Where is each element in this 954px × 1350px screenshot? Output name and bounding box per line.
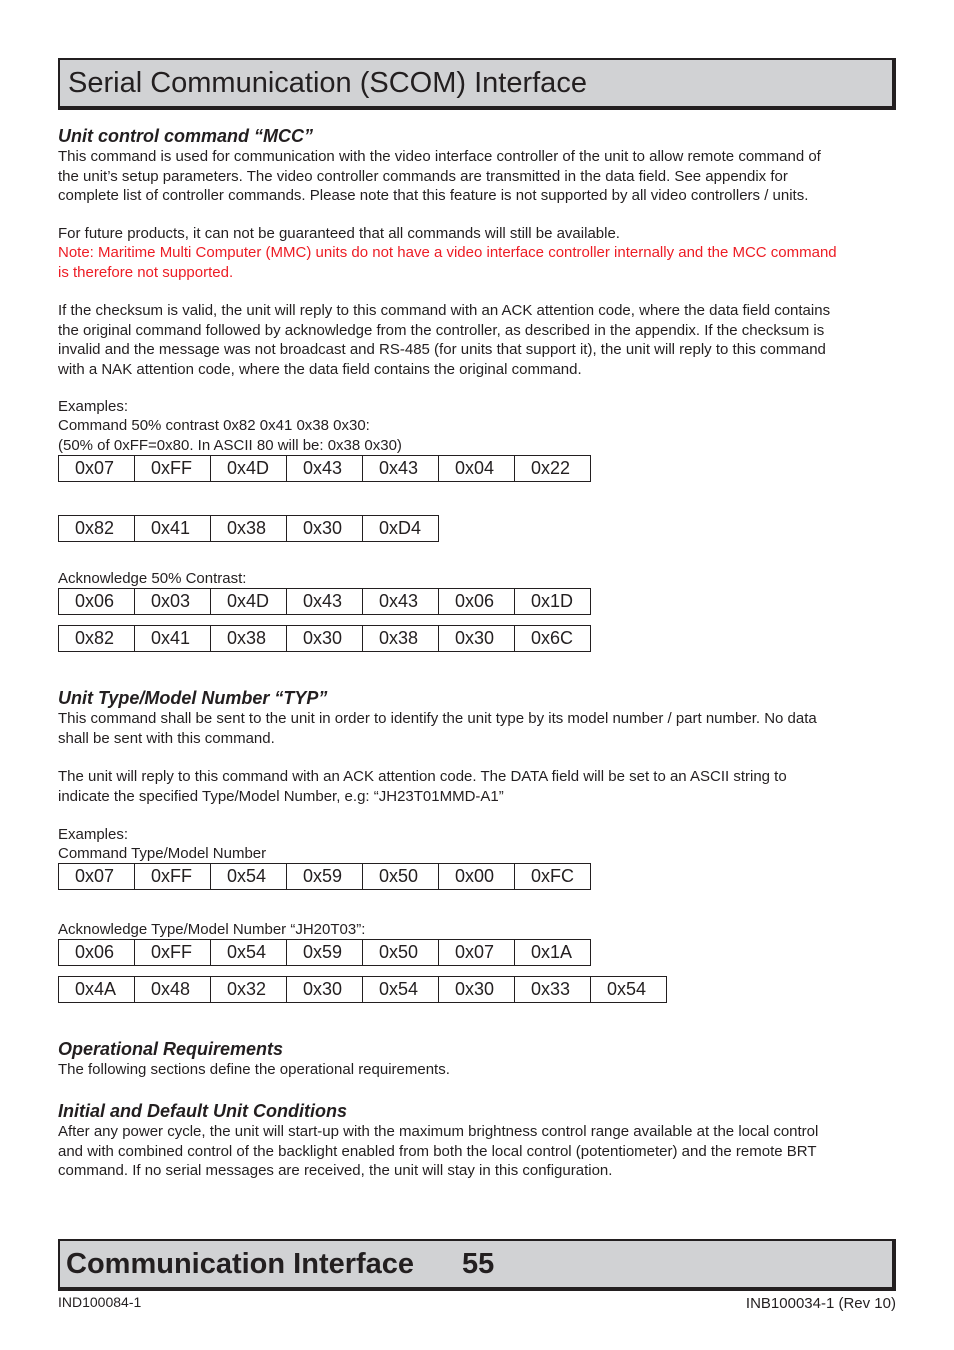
text-line: the unit’s setup parameters. The video controller commands are transmitted in the data field. See appendix for bbox=[58, 167, 788, 185]
hex-cell: 0x04 bbox=[438, 455, 515, 482]
text-line: complete list of controller commands. Please note that this feature is not supported by all video controllers / units. bbox=[58, 187, 809, 205]
mcc-ack-row-1 bbox=[58, 588, 591, 615]
hex-cell: 0x54 bbox=[590, 976, 667, 1003]
page-footer-bar bbox=[58, 1239, 896, 1291]
hex-cell: 0x6C bbox=[514, 625, 591, 652]
hex-cell: 0x30 bbox=[286, 515, 363, 542]
initial-heading: Initial and Default Unit Conditions bbox=[58, 1101, 347, 1121]
hex-cell: 0x41 bbox=[134, 625, 211, 652]
text-line: The unit will reply to this command with an ACK attention code. The DATA field will be set to an ASCII string to bbox=[58, 768, 787, 785]
footer-doc-code-left: IND100084-1 bbox=[58, 1294, 142, 1310]
hex-cell: 0x07 bbox=[58, 863, 135, 890]
hex-cell: 0x38 bbox=[210, 625, 287, 652]
hex-cell: 0xFC bbox=[514, 863, 591, 890]
mcc-command-row-2 bbox=[58, 515, 439, 542]
hex-cell: 0x33 bbox=[514, 976, 591, 1003]
footer-section-title: Communication Interface bbox=[66, 1248, 415, 1280]
mcc-command-note: (50% of 0xFF=0x80. In ASCII 80 will be: 0x38 0x30) bbox=[58, 437, 402, 454]
mcc-examples-label: Examples: bbox=[58, 398, 129, 415]
typ-paragraph-1 bbox=[58, 709, 894, 748]
opreq-paragraph: The following sections define the operational requirements. bbox=[58, 1061, 450, 1078]
typ-examples-label: Examples: bbox=[58, 826, 129, 843]
page-header-bar bbox=[58, 58, 896, 110]
hex-cell: 0x30 bbox=[286, 625, 363, 652]
hex-cell: 0x50 bbox=[362, 863, 439, 890]
typ-command-label: Command Type/Model Number bbox=[58, 845, 267, 862]
hex-cell: 0x48 bbox=[134, 976, 211, 1003]
page-number: 55 bbox=[462, 1248, 495, 1280]
typ-ack-label: Acknowledge Type/Model Number “JH20T03”: bbox=[58, 921, 366, 938]
opreq-heading: Operational Requirements bbox=[58, 1039, 284, 1059]
typ-ack-row-2 bbox=[58, 976, 667, 1003]
hex-cell: 0x30 bbox=[286, 976, 363, 1003]
hex-cell: 0x38 bbox=[210, 515, 287, 542]
text-line: and with combined control of the backlight enabled from both the local control (potentiometer) and the remote BRT bbox=[58, 1142, 817, 1160]
hex-cell: 0x59 bbox=[286, 863, 363, 890]
hex-cell: 0x4A bbox=[58, 976, 135, 1003]
text-line: indicate the specified Type/Model Number, e.g: “JH23T01MMD-A1” bbox=[58, 787, 504, 805]
hex-cell: 0x82 bbox=[58, 515, 135, 542]
hex-cell: 0x41 bbox=[134, 515, 211, 542]
mcc-command-row-1 bbox=[58, 455, 591, 482]
text-line: the original command followed by acknowledge from the controller, as described in the appendix. If the checksum is bbox=[58, 321, 825, 339]
text-line: If the checksum is valid, the unit will reply to this command with an ACK attention code, where the data field contains bbox=[58, 302, 831, 319]
hex-cell: 0xFF bbox=[134, 863, 211, 890]
hex-cell: 0x50 bbox=[362, 939, 439, 966]
hex-cell: 0x38 bbox=[362, 625, 439, 652]
mcc-paragraph-1 bbox=[58, 147, 894, 206]
hex-cell: 0x43 bbox=[286, 455, 363, 482]
hex-cell: 0x54 bbox=[210, 863, 287, 890]
hex-cell: 0x22 bbox=[514, 455, 591, 482]
hex-cell: 0xD4 bbox=[362, 515, 439, 542]
typ-command-row bbox=[58, 863, 591, 890]
hex-cell: 0x06 bbox=[438, 588, 515, 615]
hex-cell: 0x03 bbox=[134, 588, 211, 615]
mcc-ack-row-2 bbox=[58, 625, 591, 652]
hex-cell: 0x06 bbox=[58, 588, 135, 615]
hex-cell: 0x4D bbox=[210, 588, 287, 615]
mcc-ack-label: Acknowledge 50% Contrast: bbox=[58, 570, 247, 587]
mcc-paragraph-2: For future products, it can not be guaranteed that all commands will still be available. bbox=[58, 225, 620, 242]
hex-cell: 0x1D bbox=[514, 588, 591, 615]
hex-cell: 0x06 bbox=[58, 939, 135, 966]
hex-cell: 0x00 bbox=[438, 863, 515, 890]
hex-cell: 0xFF bbox=[134, 455, 211, 482]
hex-cell: 0x43 bbox=[286, 588, 363, 615]
hex-cell: 0x82 bbox=[58, 625, 135, 652]
text-line: command. If no serial messages are received, the unit will stay in this configuration. bbox=[58, 1162, 613, 1180]
hex-cell: 0x54 bbox=[210, 939, 287, 966]
mcc-note bbox=[58, 243, 894, 282]
mcc-paragraph-3 bbox=[58, 301, 894, 379]
hex-cell: 0x43 bbox=[362, 455, 439, 482]
hex-cell: 0x30 bbox=[438, 625, 515, 652]
hex-cell: 0x07 bbox=[58, 455, 135, 482]
text-line: is therefore not supported. bbox=[58, 263, 234, 281]
footer-doc-code-right: INB100034-1 (Rev 10) bbox=[745, 1295, 896, 1312]
hex-cell: 0x43 bbox=[362, 588, 439, 615]
hex-cell: 0x4D bbox=[210, 455, 287, 482]
typ-paragraph-2 bbox=[58, 767, 894, 806]
text-line: This command shall be sent to the unit in order to identify the unit type by its model number / part number. No data bbox=[58, 710, 817, 727]
typ-heading: Unit Type/Model Number “TYP” bbox=[58, 688, 328, 708]
mcc-heading: Unit control command “MCC” bbox=[58, 126, 313, 146]
hex-cell: 0x32 bbox=[210, 976, 287, 1003]
initial-paragraph bbox=[58, 1122, 894, 1181]
hex-cell: 0x1A bbox=[514, 939, 591, 966]
typ-ack-row-1 bbox=[58, 939, 591, 966]
text-line: shall be sent with this command. bbox=[58, 729, 275, 747]
text-line: This command is used for communication with the video interface controller of the unit to allow remote command of bbox=[58, 148, 821, 165]
hex-cell: 0x54 bbox=[362, 976, 439, 1003]
page-header-title: Serial Communication (SCOM) Interface bbox=[68, 67, 587, 99]
text-line: After any power cycle, the unit will start-up with the maximum brightness control range available at the local control bbox=[58, 1123, 819, 1140]
text-line: invalid and the message was not broadcast and RS-485 (for units that support it), the unit will reply to this command bbox=[58, 341, 826, 359]
mcc-command-label: Command 50% contrast 0x82 0x41 0x38 0x30: bbox=[58, 417, 370, 434]
text-line: with a NAK attention code, where the data field contains the original command. bbox=[58, 360, 582, 378]
text-line: Note: Maritime Multi Computer (MMC) units do not have a video interface controller internally and the MCC command bbox=[58, 244, 837, 261]
hex-cell: 0x07 bbox=[438, 939, 515, 966]
hex-cell: 0x30 bbox=[438, 976, 515, 1003]
hex-cell: 0x59 bbox=[286, 939, 363, 966]
hex-cell: 0xFF bbox=[134, 939, 211, 966]
